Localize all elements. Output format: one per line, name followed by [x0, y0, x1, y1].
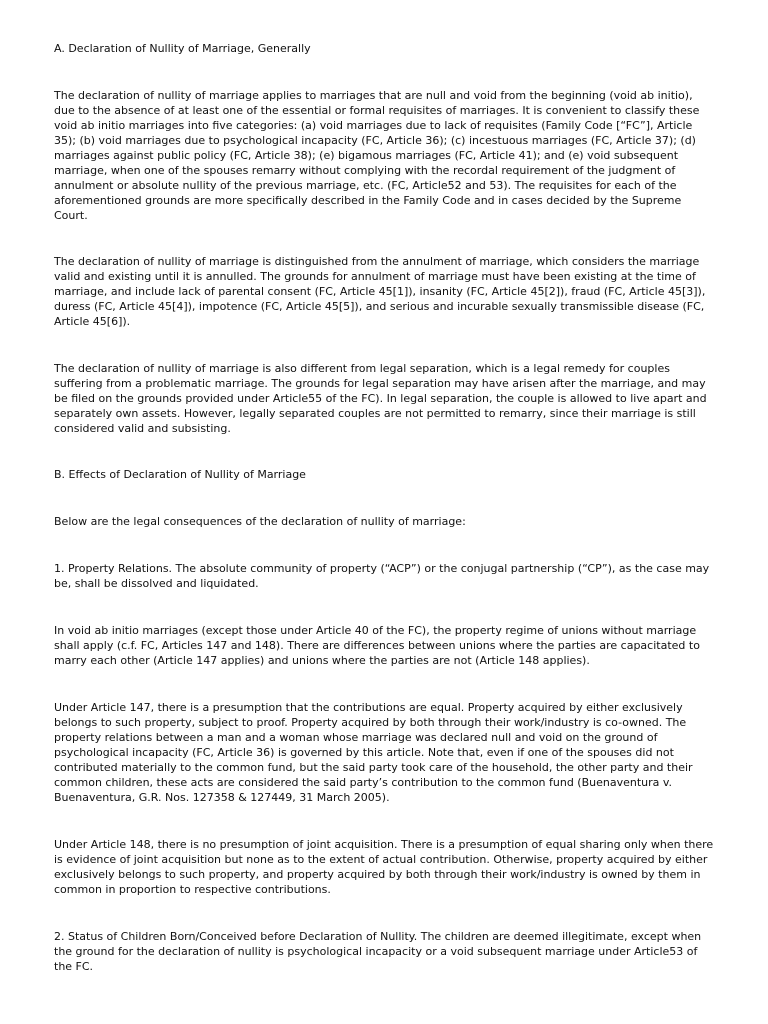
- paragraph-article-148: Under Article 148, there is no presumption of joint acquisition. There is a presumption of equal sharing only when there is evidence of joint acquisition but none as to the extent of actual contribution. Otherwise, property acquired by either exclusively belongs to such property, and property acquired by both through their work/industry is owned by them in common in proportion to respective contributions.: [54, 838, 714, 896]
- paragraph-consequences-intro: Below are the legal consequences of the declaration of nullity of marriage:: [54, 515, 466, 528]
- section-heading-a: A. Declaration of Nullity of Marriage, Generally: [54, 42, 311, 55]
- paragraph-property-relations: 1. Property Relations. The absolute community of property (“ACP”) or the conjugal partnership (“CP”), as the case may be, shall be dissolved and liquidated.: [54, 562, 710, 590]
- document-page: [54, 41, 716, 974]
- paragraph-void-ab-initio: The declaration of nullity of marriage applies to marriages that are null and void from the beginning (void ab initio), due to the absence of at least one of the essential or formal requisites of marriages. It is convenient to classify these void ab initio marriages into five categories: (a) void marriages due to lack of requisites (Family Code [“FC”], Article 35); (b) void marriages due to psychological incapacity (FC, Article 36); (c) incestuous marriages (FC, Article 37); (d) marriages against public policy (FC, Article 38); (e) bigamous marriages (FC, Article 41); and (e) void subsequent marriage, when one of the spouses remarry without complying with the recordal requirement of the judgment of annulment or absolute nullity of the previous marriage, etc. (FC, Article52 and 53). The requisites for each of the aforementioned grounds are more specifically described in the Family Code and in cases decided by the Supreme Court.: [54, 89, 700, 222]
- paragraph-property-regime: In void ab initio marriages (except those under Article 40 of the FC), the property regime of unions without marriage shall apply (c.f. FC, Articles 147 and 148). There are differences between unions where the parties are capacitated to marry each other (Article 147 applies) and unions where the parties are not (Article 148 applies).: [54, 624, 700, 667]
- paragraph-legal-separation: The declaration of nullity of marriage is also different from legal separation, which is a legal remedy for couples suffering from a problematic marriage. The grounds for legal separation may have arisen after the marriage, and may be filed on the grounds provided under Article55 of the FC). In legal separation, the couple is allowed to live apart and separately own assets. However, legally separated couples are not permitted to remarry, since their marriage is still considered valid and subsisting.: [54, 362, 707, 435]
- section-heading-b: B. Effects of Declaration of Nullity of Marriage: [54, 468, 306, 481]
- paragraph-article-147: Under Article 147, there is a presumption that the contributions are equal. Property acquired by either exclusively belongs to such property, subject to proof. Property acquired by both through their work/industry is co-owned. The property relations between a man and a woman whose marriage was declared null and void on the ground of psychological incapacity (FC, Article 36) is governed by this article. Note that, even if one of the spouses did not contributed materially to the common fund, but the said party took care of the household, the other party and their common children, these acts are considered the said party’s contribution to the common fund (Buenaventura v. Buenaventura, G.R. Nos. 127358 & 127449, 31 March 2005).: [54, 701, 693, 804]
- paragraph-annulment: The declaration of nullity of marriage is distinguished from the annulment of marriage, which considers the marriage valid and existing until it is annulled. The grounds for annulment of marriage must have been existing at the time of marriage, and include lack of parental consent (FC, Article 45[1]), insanity (FC, Article 45[2]), fraud (FC, Article 45[3]), duress (FC, Article 45[4]), impotence (FC, Article 45[5]), and serious and incurable sexually transmissible disease (FC, Article 45[6]).: [54, 255, 706, 328]
- paragraph-status-of-children: 2. Status of Children Born/Conceived before Declaration of Nullity. The children are deemed illegitimate, except when the ground for the declaration of nullity is psychological incapacity or a void subsequent marriage under Article53 of the FC.: [54, 930, 702, 973]
